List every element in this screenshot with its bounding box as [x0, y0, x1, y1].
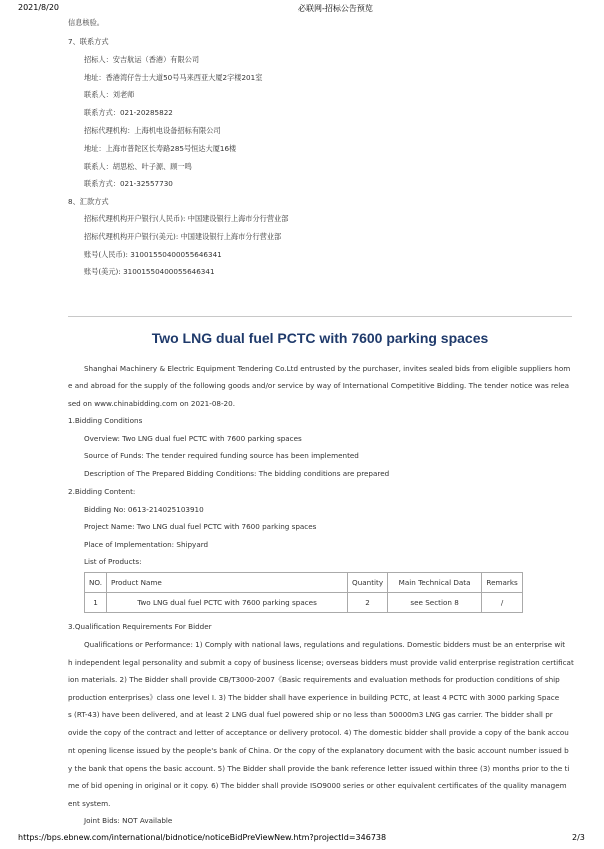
table-header: Product Name — [107, 573, 348, 593]
print-date: 2021/8/20 — [18, 3, 60, 12]
intro-line: e and abroad for the supply of the following goods and/or service by way of International Competitive Bidding. The tender notice was relea — [68, 381, 570, 390]
condition-line: Source of Funds: The tender required funding source has been implemented — [84, 451, 359, 460]
cn-line: 招标代理机构开户银行(人民币): 中国建设银行上海市分行营业部 — [84, 214, 289, 223]
table-cell: / — [482, 593, 523, 613]
cn-line: 信息核验。 — [68, 18, 104, 27]
print-header-title: 必联网-招标公告预览 — [298, 4, 373, 13]
intro-line: sed on www.chinabidding.com on 2021-08-20. — [68, 399, 235, 408]
cn-line: 联系方式：021-32557730 — [84, 179, 173, 188]
qualification-line: production enterprises》class one level I. 3) The bidder shall have experience in building PCTC, at least 4 PCTC with 3000 parking Space — [68, 693, 560, 702]
qualification-line: me of bid opening in original or it copy. 6) The bidder shall provide ISO9000 series or other equivalent certificates of the quality managem — [68, 781, 567, 790]
qualification-line: nt opening license issued by the people's bank of China. Or the copy of the explanatory document with the basic account number issued b — [68, 746, 569, 755]
cn-line: 招标人：安吉航运（香港）有限公司 — [84, 55, 200, 64]
cn-line: 联系方式：021-20285822 — [84, 108, 173, 117]
table-header-row — [85, 573, 523, 593]
joint-bids-line: Joint Bids: NOT Available — [84, 816, 173, 825]
table-header: NO. — [85, 573, 107, 593]
cn-section-heading: 8、汇款方式 — [68, 197, 109, 206]
content-line: Place of Implementation: Shipyard — [84, 540, 209, 549]
condition-line: Overview: Two LNG dual fuel PCTC with 7600 parking spaces — [84, 434, 302, 443]
cn-line: 账号(人民币): 31001550400055646341 — [84, 250, 222, 259]
table-header: Remarks — [482, 573, 523, 593]
cn-line: 地址：上海市普陀区长寿路285号恒达大厦16楼 — [84, 144, 237, 153]
cn-line: 招标代理机构：上海机电设备招标有限公司 — [84, 126, 221, 135]
table-cell: Two LNG dual fuel PCTC with 7600 parking spaces — [107, 593, 348, 613]
table-header: Main Technical Data — [388, 573, 482, 593]
qualification-line: y the bank that opens the basic account. 5) The Bidder shall provide the bank reference letter issued within three (3) months prior to the ti — [68, 764, 570, 773]
page-number: 2/3 — [572, 833, 585, 842]
cn-line: 招标代理机构开户银行(美元): 中国建设银行上海市分行营业部 — [84, 232, 282, 241]
section-divider — [68, 316, 572, 317]
content-line: List of Products: — [84, 557, 142, 566]
cn-section-heading: 7、联系方式 — [68, 37, 109, 46]
cn-line: 地址：香港湾仔告士大道50号马来西亚大厦2字楼201室 — [84, 73, 263, 82]
notice-title: Two LNG dual fuel PCTC with 7600 parking spaces — [151, 330, 489, 346]
table-header: Quantity — [348, 573, 388, 593]
intro-line: Shanghai Machinery & Electric Equipment Tendering Co.Ltd entrusted by the purchaser, invites sealed bids from eligible suppliers hom — [84, 364, 571, 373]
section-heading: 2.Bidding Content: — [68, 487, 136, 496]
qualification-line: Qualifications or Performance: 1) Comply with national laws, regulations and regulations. Domestic bidders must be an enterprise wit — [84, 640, 566, 649]
content-line: Project Name: Two LNG dual fuel PCTC with 7600 parking spaces — [84, 522, 317, 531]
table-cell: 1 — [85, 593, 107, 613]
qualification-line: s (RT-43) have been delivered, and at least 2 LNG dual fuel powered ship or no less than 50000m3 LNG gas carrier. The bidder shall pr — [68, 710, 553, 719]
section-heading: 1.Bidding Conditions — [68, 416, 143, 425]
qualification-line: ion materials. 2) The Bidder shall provide CB/T3000-2007《Basic requirements and evaluation methods for production conditions of ship — [68, 675, 560, 684]
section-heading: 3.Qualification Requirements For Bidder — [68, 622, 212, 631]
footer-url: https://bps.ebnew.com/international/bidnotice/noticeBidPreViewNew.htm?projectId=346738 — [18, 833, 387, 842]
table-cell: 2 — [348, 593, 388, 613]
cn-line: 账号(美元): 31001550400055646341 — [84, 267, 215, 276]
content-line: Bidding No: 0613-214025103910 — [84, 505, 204, 514]
table-row — [85, 593, 523, 613]
cn-line: 联系人：刘老师 — [84, 90, 135, 99]
qualification-line: h independent legal personality and submit a copy of business license; overseas bidders must provide valid enterprise registration certificat — [68, 658, 574, 667]
qualification-line: ent system. — [68, 799, 111, 808]
condition-line: Description of The Prepared Bidding Conditions: The bidding conditions are prepared — [84, 469, 390, 478]
cn-line: 联系人：胡思松、叶子源、顾一鸣 — [84, 162, 192, 171]
products-table — [84, 572, 523, 613]
table-cell: see Section 8 — [388, 593, 482, 613]
qualification-line: ovide the copy of the contract and letter of acceptance or delivery protocol. 4) The domestic bidder shall provide a copy of the bank accou — [68, 728, 569, 737]
